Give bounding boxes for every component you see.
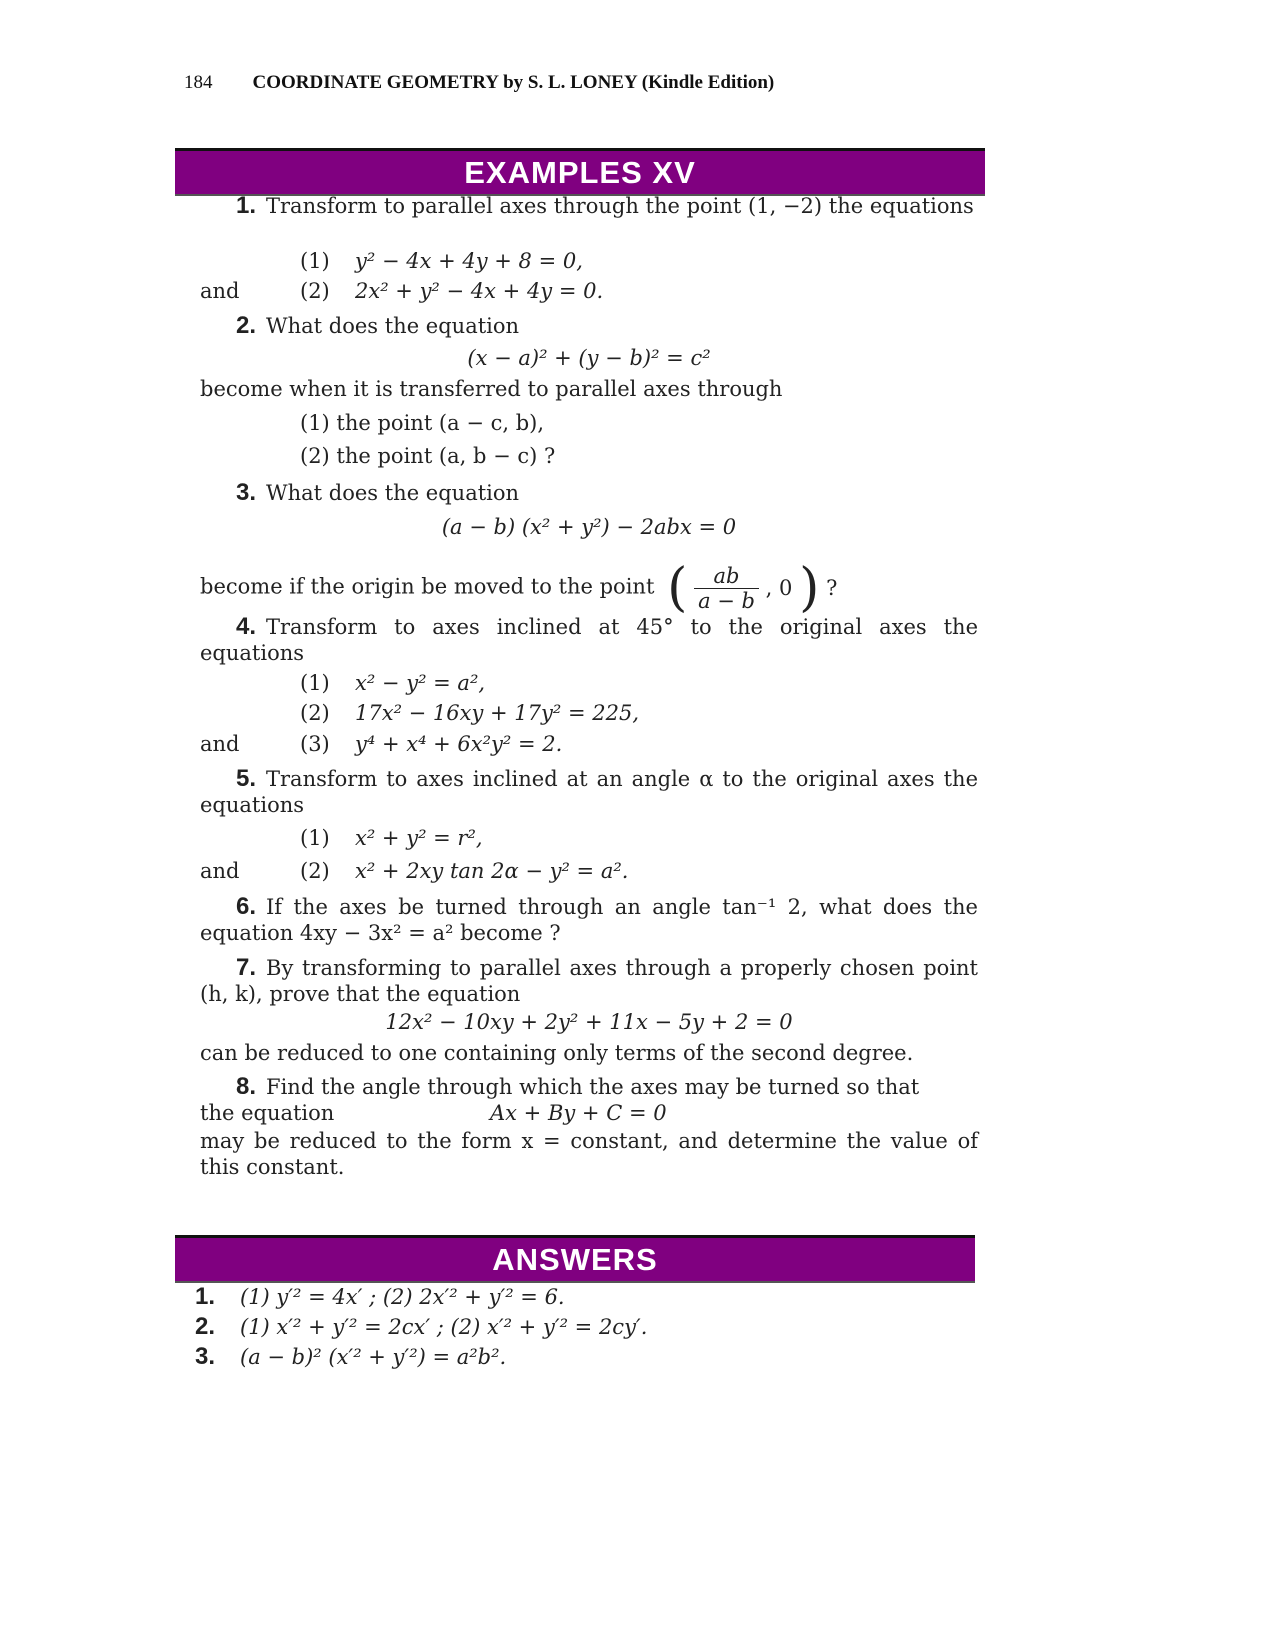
q5-equation-1: (1) x² + y² = r², (300, 826, 483, 850)
question-text: Transform to axes inclined at 45° to the original axes the equations (200, 615, 978, 665)
question-number: 2. (236, 312, 257, 339)
q3-point: ( $\frac{ab}{a - b}$ , 0 ) ? (667, 558, 838, 618)
q4-equation-3: (3) y⁴ + x⁴ + 6x²y² = 2. (300, 732, 563, 756)
q8-equation: Ax + By + C = 0 (490, 1101, 667, 1125)
question-3 (200, 480, 978, 506)
question-text: If the axes be turned through an angle tan⁻¹ 2, what does the equation 4xy − 3x² = a² become ? (200, 895, 978, 945)
question-text: What does the equation (266, 314, 520, 338)
q8-text-b: the equation (200, 1101, 335, 1125)
q4-equation-1: (1) x² − y² = a², (300, 671, 486, 695)
q4-equation-2: (2) 17x² − 16xy + 17y² = 225, (300, 701, 640, 725)
q2-text-2: become when it is transferred to parallel axes through (200, 377, 783, 401)
examples-heading: EXAMPLES XV (175, 148, 985, 196)
question-number: 6. (236, 893, 257, 920)
question-text: Find the angle through which the axes may be turned so that (266, 1075, 920, 1099)
question-1 (200, 193, 978, 219)
answer-row: 1. (1) y′² = 4x′ ; (2) 2x′² + y′² = 6. (195, 1283, 565, 1310)
q1-equation-1: (1) y² − 4x + 4y + 8 = 0, (300, 249, 583, 273)
q3-text-2: become if the origin be moved to the point ( $\frac{ab}{a - b}$ , 0 ) ? (200, 558, 838, 618)
answers-heading: ANSWERS (175, 1235, 975, 1283)
q7-equation: 12x² − 10xy + 2y² + 11x − 5y + 2 = 0 (385, 1010, 793, 1034)
answer-row: 2. (1) x′² + y′² = 2cx′ ; (2) x′² + y′² = 2cy′. (195, 1313, 648, 1340)
question-5 (200, 766, 978, 818)
q2-option-1: (1) the point (a − c, b), (300, 411, 545, 435)
question-text: Transform to parallel axes through the point (1, −2) the equations (266, 194, 974, 218)
question-7 (200, 955, 978, 1007)
q3-equation: (a − b) (x² + y²) − 2abx = 0 (441, 515, 737, 539)
q5-and: and (200, 859, 240, 883)
q5-equation-2: (2) x² + 2xy tan 2α − y² = a². (300, 859, 629, 883)
question-2 (200, 313, 978, 339)
answer-row: 3. (a − b)² (x′² + y′²) = a²b². (195, 1343, 507, 1370)
question-8 (200, 1074, 978, 1100)
question-text: What does the equation (266, 481, 520, 505)
question-text: Transform to axes inclined at an angle α to the original axes the equations (200, 767, 978, 817)
question-number: 3. (236, 479, 257, 506)
q2-option-2: (2) the point (a, b − c) ? (300, 444, 556, 468)
q1-and: and (200, 279, 240, 303)
q3-fraction: $\frac{ab}{a - b}$ (694, 564, 759, 613)
question-number: 5. (236, 765, 257, 792)
q4-and: and (200, 732, 240, 756)
question-text: By transforming to parallel axes through a properly chosen point (h, k), prove that the equation (200, 956, 978, 1006)
q8-text-2: may be reduced to the form x = constant, and determine the value of this constant. (200, 1129, 978, 1179)
q1-equation-2: (2) 2x² + y² − 4x + 4y = 0. (300, 279, 604, 303)
q7-text-2: can be reduced to one containing only terms of the second degree. (200, 1041, 914, 1065)
question-number: 4. (236, 613, 257, 640)
question-6 (200, 894, 978, 946)
question-number: 7. (236, 954, 257, 981)
q2-equation: (x − a)² + (y − b)² = c² (467, 346, 711, 370)
book-title: COORDINATE GEOMETRY by S. L. LONEY (Kindle Edition) (252, 72, 775, 93)
question-4 (200, 614, 978, 666)
page-number: 184 (184, 72, 213, 93)
page-header (184, 72, 774, 94)
question-number: 1. (236, 192, 257, 219)
question-number: 8. (236, 1073, 257, 1100)
